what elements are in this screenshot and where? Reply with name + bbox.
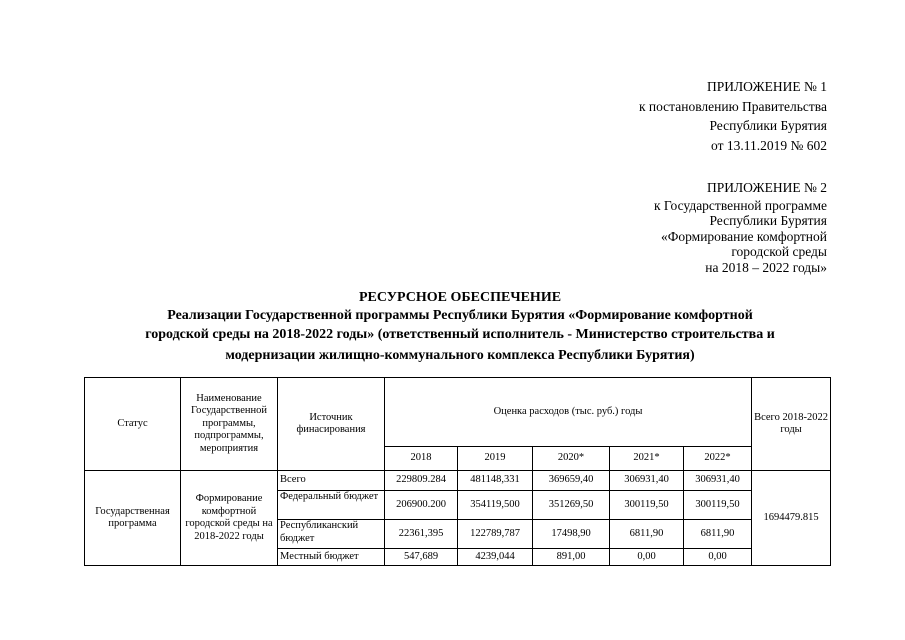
source-cell: Республиканский бюджет bbox=[278, 520, 385, 549]
source-cell: Всего bbox=[278, 471, 385, 491]
appendix-2-title: ПРИЛОЖЕНИЕ № 2 bbox=[706, 180, 827, 195]
source-cell: Федеральный бюджет bbox=[278, 491, 385, 520]
heading-title: РЕСУРСНОЕ ОБЕСПЕЧЕНИЕ bbox=[358, 290, 562, 305]
header-year: 2019 bbox=[458, 447, 533, 471]
value-cell: 891,00 bbox=[533, 549, 610, 566]
appendix-2-line: Республики Бурятия bbox=[709, 213, 827, 228]
table-header-row bbox=[85, 378, 831, 447]
value-cell: 300119,50 bbox=[684, 491, 752, 520]
header-status: Статус bbox=[85, 378, 181, 471]
header-name: Наименование Государственной программы, подпрограммы, мероприятия bbox=[181, 378, 278, 471]
program-name-cell: Формирование комфортной городской среды на 2018-2022 годы bbox=[181, 471, 278, 566]
value-cell: 481148,331 bbox=[458, 471, 533, 491]
header-year: 2020* bbox=[533, 447, 610, 471]
appendix-2-line: «Формирование комфортной bbox=[660, 228, 827, 244]
value-cell: 547,689 bbox=[385, 549, 458, 566]
value-cell: 6811,90 bbox=[610, 520, 684, 549]
header-source: Источник финасирования bbox=[278, 378, 385, 471]
heading-subtitle-line: городской среды на 2018-2022 годы» (ответственный исполнитель - Министерство строительства и bbox=[145, 327, 775, 342]
source-cell: Местный бюджет bbox=[278, 549, 385, 566]
appendix-1-block bbox=[639, 77, 827, 155]
value-cell: 351269,50 bbox=[533, 491, 610, 520]
appendix-1-line: Республики Бурятия bbox=[709, 118, 827, 133]
header-estimate: Оценка расходов (тыс. руб.) годы bbox=[385, 378, 752, 447]
appendix-2-block bbox=[654, 178, 827, 275]
value-cell: 17498,90 bbox=[533, 520, 610, 549]
appendix-2-line: к Государственной программе bbox=[653, 197, 827, 213]
value-cell: 122789,787 bbox=[458, 520, 533, 549]
appendix-1-title: ПРИЛОЖЕНИЕ № 1 bbox=[706, 79, 827, 94]
value-cell: 306931,40 bbox=[610, 471, 684, 491]
header-year: 2022* bbox=[684, 447, 752, 471]
document-heading bbox=[60, 289, 860, 366]
value-cell: 6811,90 bbox=[684, 520, 752, 549]
value-cell: 229809.284 bbox=[385, 471, 458, 491]
value-cell: 22361,395 bbox=[385, 520, 458, 549]
header-year: 2021* bbox=[610, 447, 684, 471]
appendix-1-line: к постановлению Правительства bbox=[638, 98, 827, 114]
status-cell: Государственная программа bbox=[85, 471, 181, 566]
appendix-2-line: на 2018 – 2022 годы» bbox=[705, 259, 827, 275]
header-total: Всего 2018-2022 годы bbox=[752, 378, 831, 471]
value-cell: 206900.200 bbox=[385, 491, 458, 520]
total-cell: 1694479.815 bbox=[752, 471, 831, 566]
table-row bbox=[85, 471, 831, 491]
appendix-1-date: от 13.11.2019 № 602 bbox=[711, 137, 827, 153]
value-cell: 0,00 bbox=[610, 549, 684, 566]
heading-subtitle-line: Реализации Государственной программы Республики Бурятия «Формирование комфортной bbox=[167, 308, 753, 323]
heading-subtitle-line: модернизации жилищно-коммунального комплекса Республики Бурятия) bbox=[225, 347, 695, 363]
value-cell: 0,00 bbox=[684, 549, 752, 566]
header-year: 2018 bbox=[385, 447, 458, 471]
value-cell: 369659,40 bbox=[533, 471, 610, 491]
value-cell: 354119,500 bbox=[458, 491, 533, 520]
resource-table bbox=[84, 377, 831, 566]
value-cell: 300119,50 bbox=[610, 491, 684, 520]
value-cell: 306931,40 bbox=[684, 471, 752, 491]
value-cell: 4239,044 bbox=[458, 549, 533, 566]
appendix-2-line: городской среды bbox=[731, 244, 827, 259]
